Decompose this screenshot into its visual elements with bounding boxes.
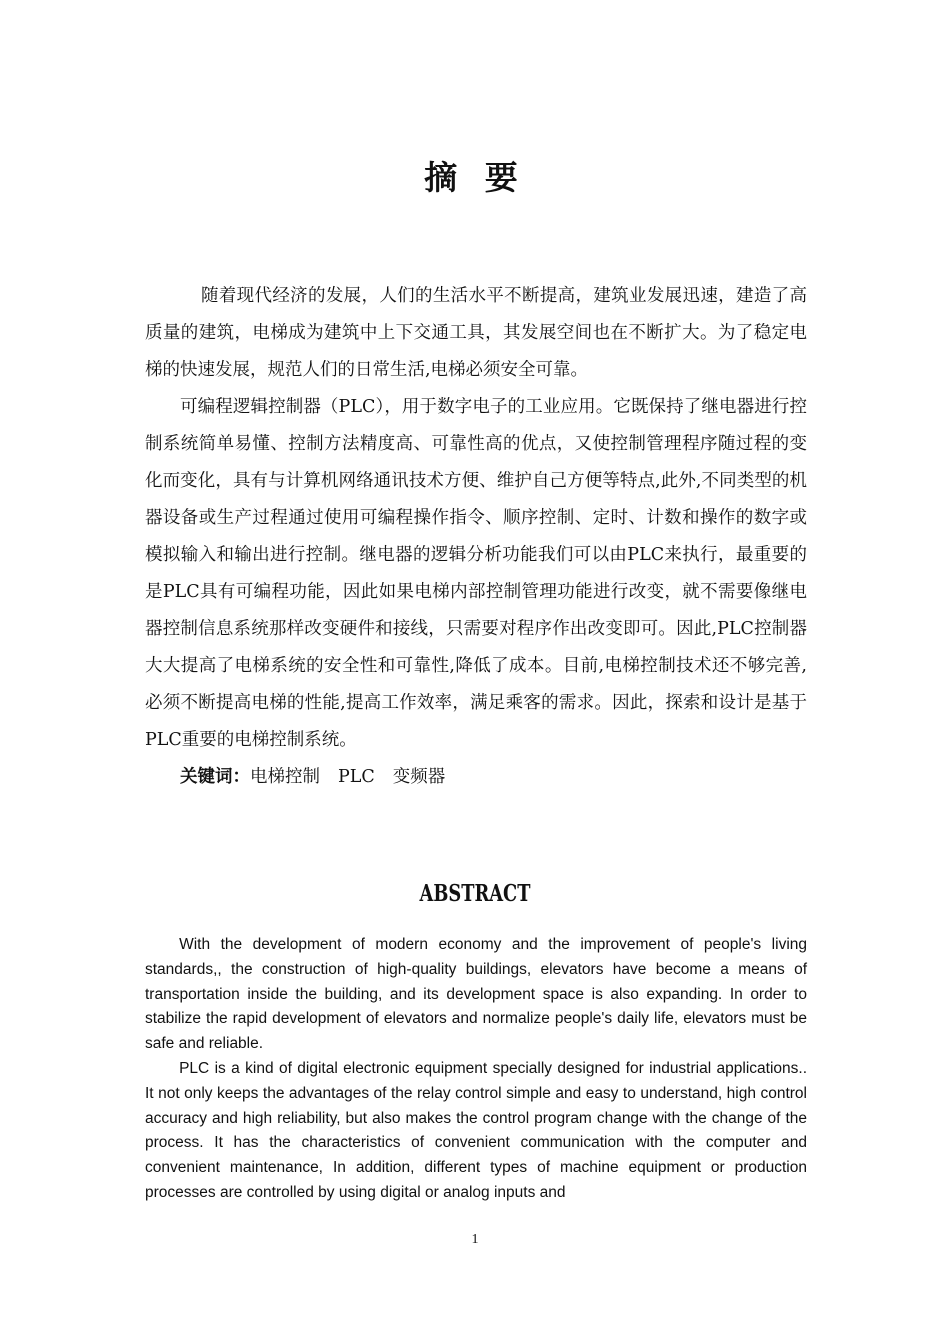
chinese-abstract-body <box>145 278 807 796</box>
chinese-abstract-paragraph: 可编程逻辑控制器（PLC），用于数字电子的工业应用。它既保持了继电器进行控制系统简单易懂、控制方法精度高、可靠性高的优点，又使控制管理程序随过程的变化而变化，具有与计算机网络通讯技术方便、维护自己方便等特点,此外,不同类型的机器设备或生产过程通过使用可编程操作指令、顺序控制、定时、计数和操作的数字或模拟输入和输出进行控制。继电器的逻辑分析功能我们可以由PLC来执行，最重要的是PLC具有可编程功能，因此如果电梯内部控制管理功能进行改变，就不需要像继电器控制信息系统那样改变硬件和接线，只需要对程序作出改变即可。因此,PLC控制器大大提高了电梯系统的安全性和可靠性,降低了成本。目前,电梯控制技术还不够完善,必须不断提高电梯的性能,提高工作效率，满足乘客的需求。因此，探索和设计是基于PLC重要的电梯控制系统。 <box>145 397 807 750</box>
keyword: PLC <box>338 767 375 787</box>
english-abstract-paragraph: With the development of modern economy and the improvement of people's living standards,, the construction of high-quality buildings, elevators have become a means of transportation inside the building, and its development space is also expanding. In order to stabilize the rapid development of elevators and normalize people's daily life, elevators must be safe and reliable. <box>145 936 807 1053</box>
chinese-abstract-paragraph: 随着现代经济的发展，人们的生活水平不断提高，建筑业发展迅速，建造了高质量的建筑，电梯成为建筑中上下交通工具，其发展空间也在不断扩大。为了稳定电梯的快速发展，规范人们的日常生活,电梯必须安全可靠。 <box>145 286 807 380</box>
english-abstract-title: ABSTRACT <box>419 880 531 907</box>
keyword: 电梯控制 <box>250 767 320 787</box>
chinese-abstract-title: 摘 要 <box>424 158 526 197</box>
english-abstract-paragraph: PLC is a kind of digital electronic equipment specially designed for industrial applications.. It not only keeps the advantages of the relay control simple and easy to understand, high control accuracy and high reliability, but also makes the control program change with the change of the process. It has the characteristics of convenient communication with the computer and convenient maintenance, In addition, different types of machine equipment or production processes are controlled by using digital or analog inputs and <box>145 1059 807 1201</box>
keyword: 变频器 <box>392 767 446 787</box>
page-number: 1 <box>471 1232 479 1247</box>
keywords-label: 关键词： <box>180 767 250 787</box>
keywords-line <box>145 759 807 796</box>
english-abstract-body <box>145 933 807 1206</box>
